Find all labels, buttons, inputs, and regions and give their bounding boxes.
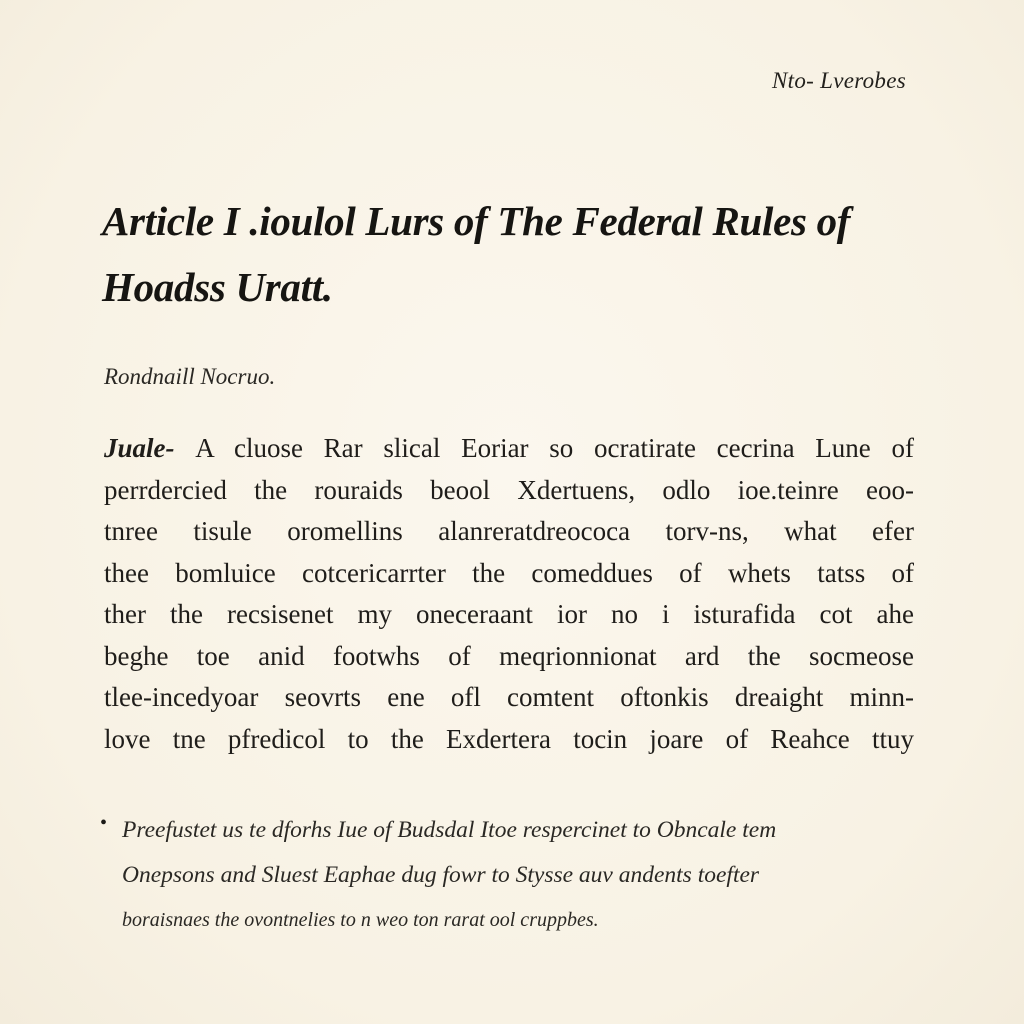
article-title-line-2: Hoadss Uratt. <box>102 264 333 310</box>
body-line-1 <box>104 428 914 470</box>
body-line-3: tnree tisule oromellins alanreratdreococa torv-ns, what efer <box>104 516 914 546</box>
body-line-2: perrdercied the rouraids beool Xdertuens, odlo ioe.teinre eoo- <box>104 474 914 505</box>
body-line-4: thee bomluice cotcericarrter the comeddues of whets tatss of <box>104 557 914 588</box>
section-subheading: Rondnaill Nocruo. <box>104 364 276 389</box>
body-line-8: love tne pfredicol to the Exdertera tocin joare of Reahce ttuy <box>104 723 914 754</box>
lead-in: Juale- <box>104 433 175 463</box>
body-line-7: tlee-incedyoar seovrts ene ofl comtent oftonkis dreaight minn- <box>104 682 914 712</box>
body-paragraph <box>104 428 914 760</box>
article-title <box>102 188 922 320</box>
running-head: Nto- Lverobes <box>771 68 906 93</box>
body-line-1-text: A cluose Rar slical Eoriar so ocratirate cecrina Lune of <box>195 433 914 463</box>
footnote <box>100 808 912 943</box>
body-line-5: ther the recsisenet my oneceraant ior no i isturafida cot ahe <box>104 599 914 629</box>
body-line-6: beghe toe anid footwhs of meqrionnionat ard the socmeose <box>104 640 914 671</box>
footnote-marker: • <box>100 812 108 834</box>
footnote-line-1: Preefustet us te dforhs Iue of Budsdal Itoe respercinet to Obncale tem <box>122 817 777 843</box>
article-title-line-1: Article I .ioulol Lurs of The Federal Rules of <box>102 198 851 244</box>
footnote-line-3: boraisnaes the ovontnelies to n weo ton rarat ool cruppbes. <box>122 909 599 931</box>
footnote-line-2: Onepsons and Sluest Eaphae dug fowr to Stysse auv andents toefter <box>122 862 760 888</box>
